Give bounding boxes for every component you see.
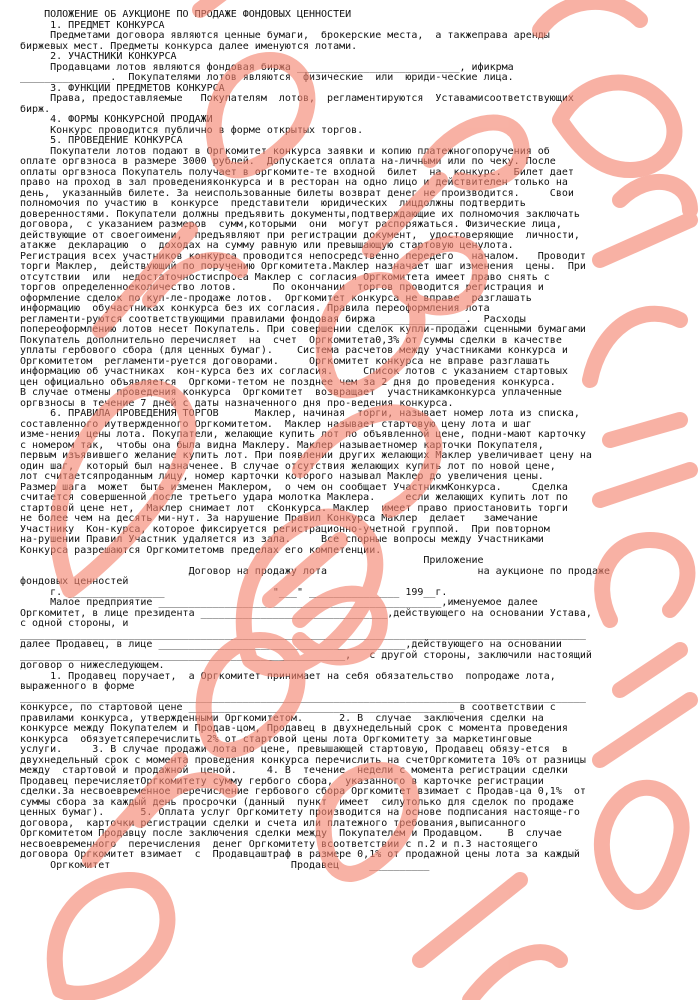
document-line: оплате оргвзноса в размере 3000 рублей. Допускается оплата на-личными или по чеку. После: [20, 156, 556, 167]
document-line: между стартовой и продажной ценой. 4. В течение недели с момента регистрации сделки: [20, 765, 568, 776]
document-line: не более чем на десять ми-нут. За нарушение Правил Конкурса Маклер делает замечание: [20, 513, 538, 524]
document-line: Оргкомитетом регламенти-руется договорами. Оргкомитет конкурса не вправе разглашать: [20, 355, 550, 367]
document-line: день, указанныйв билете. За неиспользованные билеты возврат денег не производится. Свои: [20, 187, 574, 199]
document-line: регламенти-руются соответствующими правилами фондовая биржа ______________. Расходы: [20, 313, 526, 325]
document-line: составленного иутвержденного Оргкомитетом. Маклер называет стартовую цену лота и шаг: [20, 418, 532, 430]
document-line: информацию обучастниках конкурса без их согласия. Правила переоформления лота: [20, 303, 490, 314]
document-line: конкурсе, по стартовой цене ____________________________________________ в соответствии с: [20, 702, 556, 713]
document-line: полномочия по участию в конкурсе представители юридических лицдолжны подтвердить: [20, 198, 526, 209]
document-line: ______________________________________________________________________________________________: [20, 691, 586, 703]
document-line: цен официально объявляется Оргкоми-тетом не позднее чем за 2 дня до проведения конкурса.: [20, 376, 556, 388]
document-line: на-рушении Правил Участник удаляется из зала. Все спорные вопросы между Участниками: [20, 534, 544, 545]
document-line: действующие от своегоимени, предъявляют при регистрации документ, удостоверяющие личности,: [20, 229, 580, 241]
document-line: г. ________________ "___" _______________ 199__г.: [20, 586, 448, 598]
document-line: Оргкомитет Продавец __________: [20, 859, 430, 871]
document-line: В случае отмены проведения конкурса Оргкомитет возвращает участникамконкурса уплаченные: [20, 387, 562, 398]
document-line: Малое предприятие _______________________________________________,именуемое далее: [20, 597, 538, 608]
document-line: право на проход в зал проведенияконкурса и в ресторан на одно лицо и действителен только на: [20, 177, 568, 188]
document-body: [20, 10, 695, 998]
document-line: Оргкомитетом Продавцу после заключения сделки между Покупателем и Продавцом. В случае: [20, 828, 562, 839]
document-line: 4. ФОРМЫ КОНКУРСНОЙ ПРОДАЖИ: [20, 114, 213, 125]
document-line: уплаты гербового сбора (для ценных бумаг). Система расчетов между участниками конкурса и: [20, 345, 568, 356]
document-line: Продавцами лотов являются фондовая биржа ___________________________, ификрма: [20, 61, 514, 73]
watermark-stroke: [200, 0, 240, 10]
document-line: Покупатель дополнительно перечисляет на счет Оргкомитета0,3% от суммы сделки в качестве: [20, 334, 562, 346]
document-line: конкурсе между Покупателем и Продав-цом, Продавец в двухнедельный срок с момента проведения: [20, 723, 568, 734]
document-line: торгов определенноеколичество лотов. По окончании торгов проводится регистрация и: [20, 282, 544, 293]
document-line: информацию об участниках кон-курса без их согласия. Список лотов с указанием стартовых: [20, 366, 568, 377]
document-line: далее Продавец, в лице _________________________________________,действующего на основании: [20, 639, 562, 650]
document-line: биржевых мест. Предметы конкурса далее именуются лотами.: [20, 40, 358, 52]
document-line: отсутствии или недостаточностиспроса Маклер с согласия Оргкомитета имеет право снять с: [20, 271, 550, 283]
document-line: конкурса обязуетсяперечислить 2% от стартовой цены лота Оргкомитету за маркетинговые: [20, 733, 532, 745]
document-line: услуги. 3. В случае продажи лота по цене, превышающей стартовую, Продавец обязу-ется в: [20, 744, 568, 755]
document-line: с одной стороны, и: [20, 618, 129, 629]
document-line: ПОЛОЖЕНИЕ ОБ АУКЦИОНЕ ПО ПРОДАЖЕ ФОНДОВЫХ ЦЕННОСТЕЙ: [20, 10, 352, 20]
document-line: попереоформлению лотов несет Покупатель. При совершении сделок купли-продажи сценными бумагами: [20, 324, 586, 335]
document-line: 1. ПРЕДМЕТ КОНКУРСА: [20, 19, 165, 31]
document-line: 6. ПРАВИЛА ПРОВЕДЕНИЯ ТОРГОВ Маклер, начиная торги, называет номер лота из списка,: [20, 408, 580, 419]
document-line: сделки.За несвоевременное перечисление гербового сбора Оргкомитет взимает с Продав-ца 0,1% от: [20, 786, 586, 797]
document-line: договора, карточки регистрации сделки и счета или платежного требования,выписанного: [20, 817, 526, 829]
document-line: оформление сделок по куп-ле-продаже лотов. Оргкомитет конкурса не вправе разглашать: [20, 292, 532, 304]
document-line: Регистрация всех участников конкурса проводится непосредственно передего началом. Проводит: [20, 250, 586, 262]
document-line: Договор на продажу лота на аукционе по продаже: [20, 565, 611, 577]
document-line: изме-нения цены лота. Покупатели, желающие купить лот по объявленной цене, подни-мают карточку: [20, 429, 586, 440]
document-line: Права, предоставляемые Покупателям лотов, регламентируются Уставамисоответствующих: [20, 93, 574, 104]
document-line: несвоевременного перечисления денег Оргкомитету всоответствии с п.2 и п.3 настоящего: [20, 838, 538, 850]
document-line: Размер шага может быть изменен Маклером, о чем он сообщает УчастникмКонкурса. Сделка: [20, 481, 568, 493]
document-line: ______________________________________________________________________________________________: [20, 628, 586, 640]
document-line: договор о нижеследующем.: [20, 660, 165, 671]
document-line: договора, с указанием размеров сумм,которыми они могут распоряжаться. Физические лица,: [20, 219, 562, 230]
document-line: стартовой цене нет, Маклер снимает лот сКонкурса. Маклер имеет право приостановить торги: [20, 502, 568, 514]
document-line: ценных бумаг). 5. Оплата услуг Оргкомитету производится на основе подписания настояще-го: [20, 807, 580, 818]
document-line: правилами конкурса, утвержденными Оргкомитетом. 2. В случае заключения сделки на: [20, 712, 544, 724]
document-line: фондовых ценностей: [20, 576, 129, 587]
document-line: Продавец перечисляетОргкомитету сумму гербого сбора, указанного в карточке регистрации: [20, 775, 544, 787]
document-line: оргвзносы в течение 7 дней с даты назначенного дня про-ведения конкурса.: [20, 397, 454, 409]
document-line: Участнику Кон-курса, которое фиксируется регистрационно-учетной группой. При повторном: [20, 523, 550, 535]
document-line: двухнедельный срок с момента проведения конкурса перечислить на счетОргкомитета 10% от разницы: [20, 754, 586, 766]
document-line: Конкурс проводится публично в форме открытых торгов.: [20, 124, 364, 136]
document-line: суммы сбора за каждый день просрочки (данный пункт имеет силутолько для сделок по продаже: [20, 796, 574, 808]
document-line: один шаг, который был назначенее. В случае отсутствия желающих купить лот по новой цене,: [20, 460, 556, 472]
document-line: Покупатели лотов подают в Оргкомитет конкурса заявки и копию платежногопоручения об: [20, 145, 550, 157]
document-line: Оргкомитет, в лице президента _______________________________,действующего на основании Устава,: [20, 607, 592, 619]
document-line: лот считаетсяпроданным лицу, номер карточки которого называл Маклер до увеличения цены.: [20, 471, 544, 482]
document-line: атакже декларацию о доходах на сумму равную или превышающую стартовую ценулота.: [20, 240, 514, 251]
document-line: ______________________________________________________, с другой стороны, заключили настоящий: [20, 649, 592, 661]
document-line: 3. ФУНКЦИИ ПРЕДМЕТОВ КОНКУРСА: [20, 82, 225, 94]
document-line: 1. Продавец поручает, а Оргкомитет принимает на себя обязательство попродаже лота,: [20, 670, 556, 682]
document-line: Конкурса разрешаются Оргкомитетомв пределах его компетенции.: [20, 544, 382, 556]
document-line: 2. УЧАСТНИКИ КОНКУРСА: [20, 51, 177, 62]
document-line: считается совершенной после третьего удара молотка Маклера. если желающих купить лот по: [20, 492, 568, 503]
document-line: 5. ПРОВЕДЕНИЕ КОНКУРСА: [20, 135, 183, 146]
document-line: торги Маклер, действующий по поручению Оргкомитета.Маклер назначает шаг изменения цены. При: [20, 261, 586, 272]
document-line: договора Оргкомитет взимает с Продавцаштраф в размере 0,1% от продажной цены лота за каждый: [20, 849, 580, 860]
document-line: оплаты оргвзноса Покупатель получает в оргкомите-те входной билет на конкурс. Билет дает: [20, 166, 574, 178]
document-line: с номером так, чтобы она была видна Маклеру. Маклер называетномер карточки Покупателя,: [20, 439, 544, 451]
document-line: первым изъявившего желание купить лот. При появлении других желающих Маклер увеличивает цену на: [20, 450, 592, 461]
document-line: _______________. Покупателями лотов являются физические или юриди-ческие лица.: [20, 72, 514, 83]
document-line: Предметами договора являются ценные бумаги, брокерские места, а такжеправа аренды: [20, 30, 550, 41]
document-line: выраженного в форме: [20, 681, 135, 692]
document-line: доверенностями. Покупатели должны предъявить документы,подтверждающие их полномочия заключать: [20, 208, 580, 220]
document-line: бирж.: [20, 103, 51, 115]
document-line: Приложение: [20, 555, 484, 566]
